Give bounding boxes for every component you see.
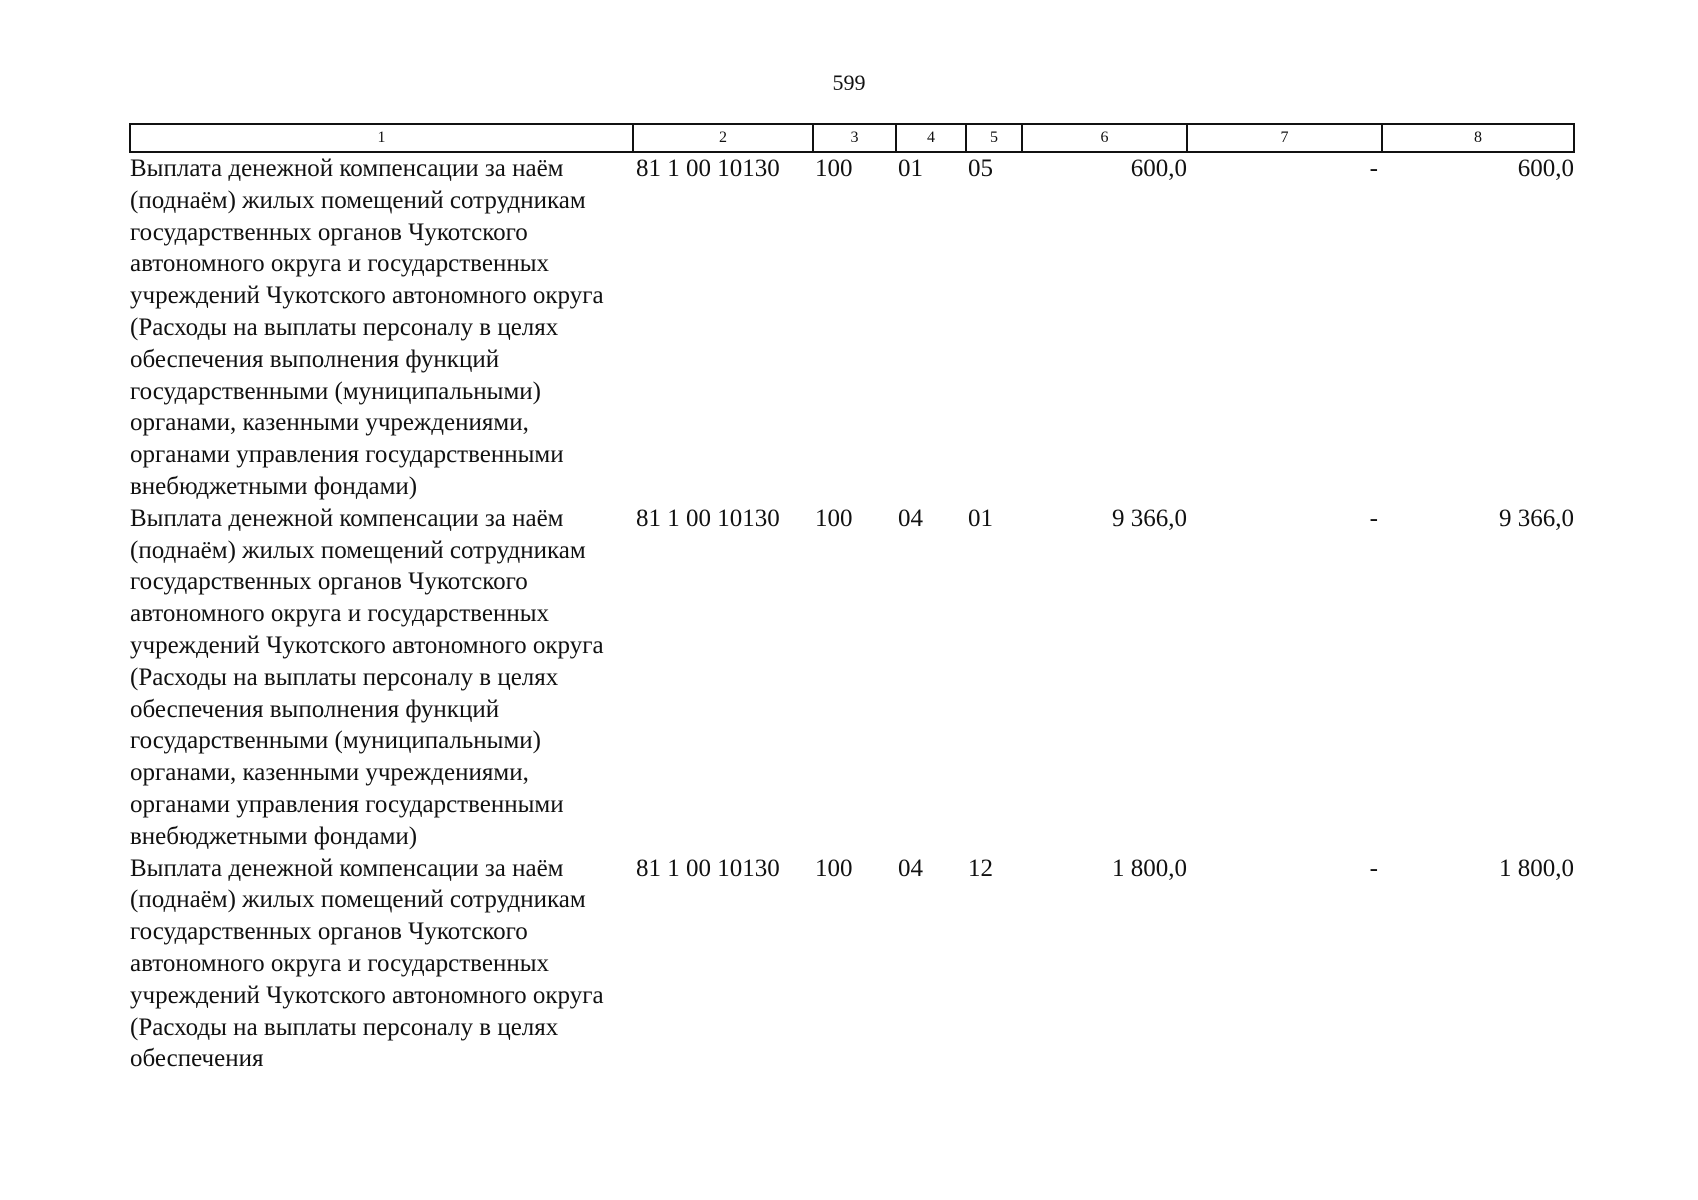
header-col-6: 6 [1022,124,1187,152]
row-pr-code: 12 [968,854,993,882]
row-csr-code: 81 1 00 10130 [636,504,780,532]
row-name: Выплата денежной компенсации за наём (поднаём) жилых помещений сотрудникам государственных органов Чукотского автономного округа и государственных учреждений Чукотского автономного округа (Расходы на выплаты персоналу в целях обеспечения выполнения функций государственными (муниципальными) органами, казенными учреждениями, органами управления государственными внебюджетными фондами) [130,504,604,850]
row-pr-code: 05 [968,155,993,182]
row-name: Выплата денежной компенсации за наём (поднаём) жилых помещений сотрудникам государственных органов Чукотского автономного округа и государственных учреждений Чукотского автономного округа (Расходы на выплаты персоналу в целях обеспечения выполнения функций государственными (муниципальными) органами, казенными учреждениями, органами управления государственными внебюджетными фондами) [130,155,604,500]
table-row [130,503,1574,853]
header-col-2: 2 [633,124,813,152]
row-rz-code: 04 [898,504,923,532]
row-csr-code: 81 1 00 10130 [636,854,780,882]
header-col-3: 3 [813,124,896,152]
header-col-5: 5 [966,124,1022,152]
row-rz-code: 01 [898,155,923,182]
table-body [130,152,1574,1075]
row-col8: 600,0 [1517,155,1574,182]
header-col-8: 8 [1382,124,1574,152]
row-col7: - [1369,155,1378,182]
table-header [130,124,1574,152]
table-row [130,152,1574,503]
row-amount: 1 800,0 [1112,854,1187,882]
page-number: 599 [832,70,866,95]
row-col7: - [1369,854,1378,882]
header-col-4: 4 [896,124,966,152]
row-vr-code: 100 [815,504,853,532]
row-col8: 1 800,0 [1499,854,1574,882]
header-col-7: 7 [1187,124,1382,152]
row-col8: 9 366,0 [1499,504,1574,532]
row-amount: 600,0 [1130,155,1187,182]
row-rz-code: 04 [898,854,923,882]
row-amount: 9 366,0 [1112,504,1187,532]
row-csr-code: 81 1 00 10130 [636,155,780,182]
row-name: Выплата денежной компенсации за наём (поднаём) жилых помещений сотрудникам государственных органов Чукотского автономного округа и государственных учреждений Чукотского автономного округа (Расходы на выплаты персоналу в целях обеспечения [130,854,604,1073]
table-row [130,853,1574,1076]
row-col7: - [1369,504,1378,532]
header-col-1: 1 [130,124,633,152]
row-pr-code: 01 [968,504,993,532]
row-vr-code: 100 [815,854,853,882]
header-row [130,124,1574,152]
budget-table [129,123,1575,1075]
row-vr-code: 100 [815,155,853,182]
